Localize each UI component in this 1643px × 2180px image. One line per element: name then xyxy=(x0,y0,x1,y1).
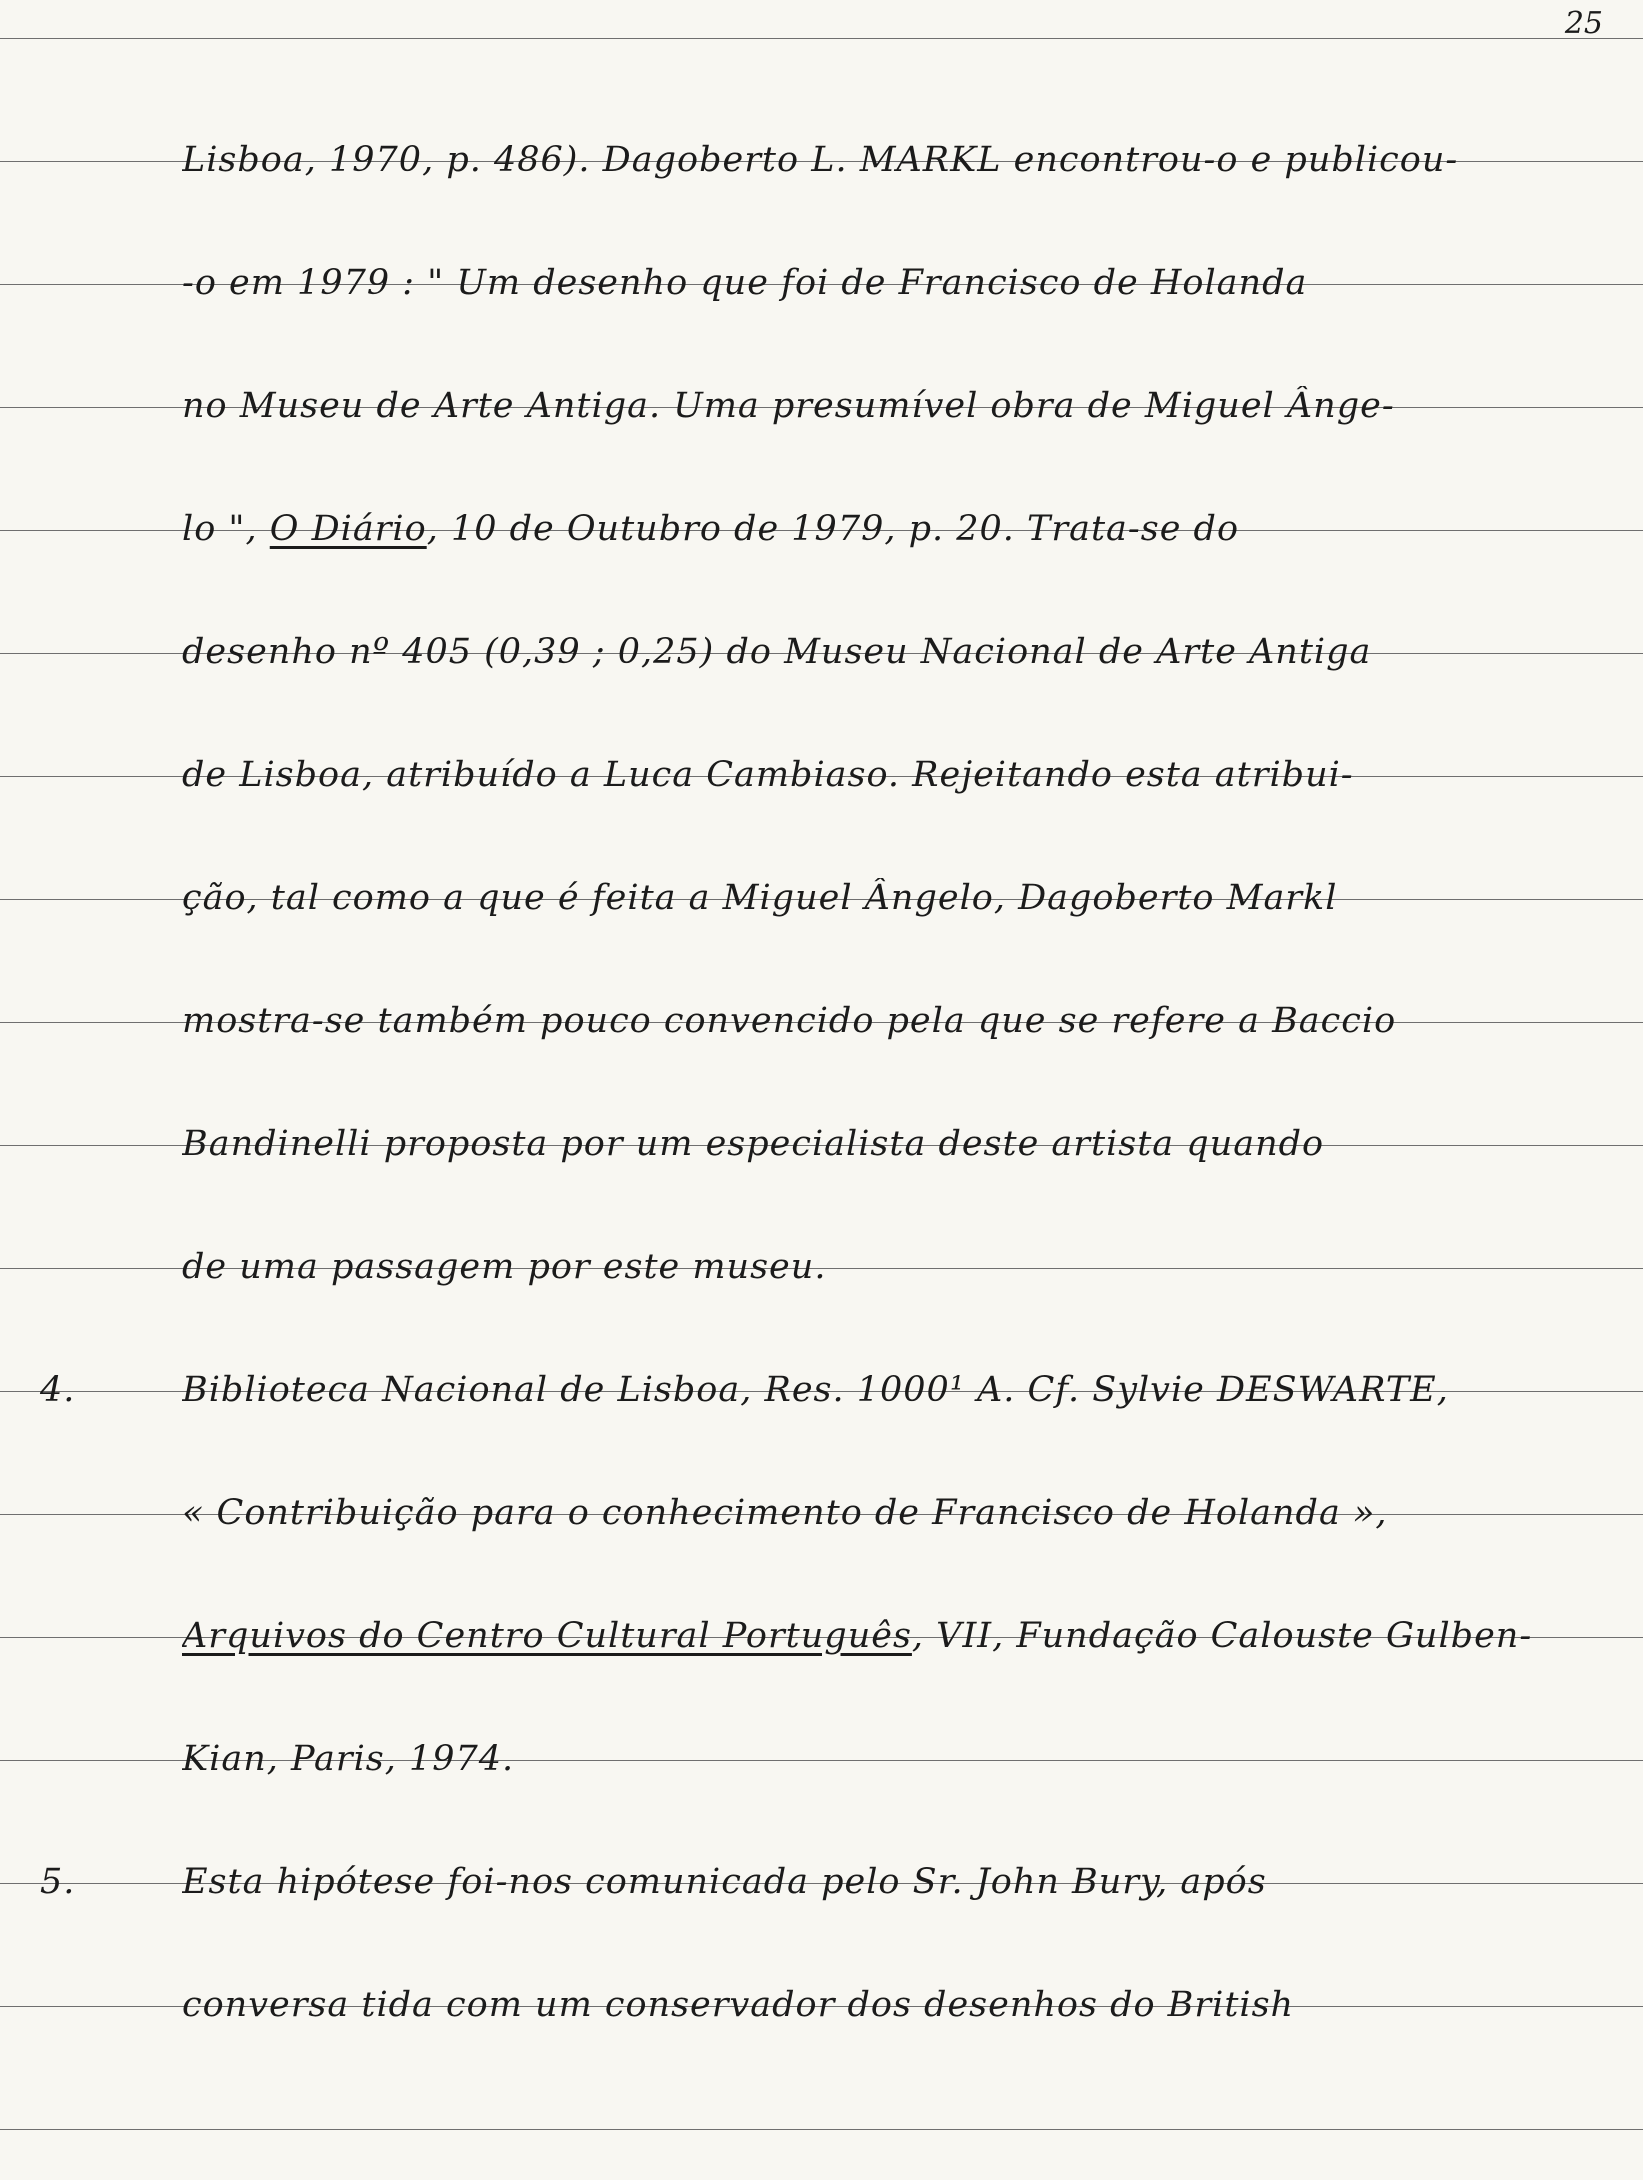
line-segment: Esta hipótese foi-nos comunicada pelo Sr. John Bury, após xyxy=(182,1862,1267,1902)
line-segment: de Lisboa, atribuído a Luca Cambiaso. Rejeitando esta atribui- xyxy=(182,755,1354,795)
line-segment: Kian, Paris, 1974. xyxy=(182,1739,515,1779)
line-segment: Biblioteca Nacional de Lisboa, Res. 1000¹ A. Cf. Sylvie DESWARTE, xyxy=(182,1370,1449,1410)
text-line xyxy=(0,1842,1643,1902)
line-segment: de uma passagem por este museu. xyxy=(182,1247,827,1287)
line-text xyxy=(182,1862,1623,1902)
underlined-title: Arquivos do Centro Cultural Português xyxy=(182,1616,912,1656)
line-text xyxy=(182,1739,1623,1779)
line-text xyxy=(182,632,1623,672)
line-segment: mostra-se também pouco convencido pela que se refere a Baccio xyxy=(182,1001,1397,1041)
text-line xyxy=(0,1350,1643,1410)
text-line xyxy=(0,1719,1643,1779)
text-line xyxy=(0,735,1643,795)
text-line xyxy=(0,981,1643,1041)
line-segment: lo ", xyxy=(182,509,270,549)
line-segment: conversa tida com um conservador dos desenhos do British xyxy=(182,1985,1295,2025)
text-line xyxy=(0,858,1643,918)
line-text xyxy=(182,1247,1623,1287)
line-text xyxy=(182,140,1623,180)
line-text xyxy=(182,386,1623,426)
line-text xyxy=(182,1985,1623,2025)
text-line xyxy=(0,1965,1643,2025)
text-line xyxy=(0,489,1643,549)
line-text xyxy=(182,878,1623,918)
text-line xyxy=(0,120,1643,180)
line-segment: , 10 de Outubro de 1979, p. 20. Trata-se do xyxy=(426,509,1240,549)
line-segment: , VII, Fundação Calouste Gulben- xyxy=(911,1616,1533,1656)
line-segment: Bandinelli proposta por um especialista deste artista quando xyxy=(182,1124,1325,1164)
line-text xyxy=(182,1124,1623,1164)
page-number: 25 xyxy=(1564,6,1603,41)
line-text xyxy=(182,1370,1623,1410)
line-text xyxy=(182,755,1623,795)
line-segment: « Contribuição para o conhecimento de Francisco de Holanda », xyxy=(182,1493,1388,1533)
line-segment: no Museu de Arte Antiga. Uma presumível obra de Miguel Ânge- xyxy=(182,386,1395,426)
text-line xyxy=(0,612,1643,672)
text-line xyxy=(0,243,1643,303)
underlined-title: O Diário xyxy=(269,509,427,549)
line-text xyxy=(182,1001,1623,1041)
line-text xyxy=(182,1616,1623,1656)
text-line xyxy=(0,1104,1643,1164)
line-segment: -o em 1979 : " Um desenho que foi de Francisco de Holanda xyxy=(182,263,1308,303)
line-text xyxy=(182,1493,1623,1533)
note-number: 5. xyxy=(40,1862,76,1902)
line-segment: ção, tal como a que é feita a Miguel Ângelo, Dagoberto Markl xyxy=(182,878,1338,918)
text-line xyxy=(0,1227,1643,1287)
text-line xyxy=(0,366,1643,426)
line-text xyxy=(182,509,1623,549)
text-line xyxy=(0,1473,1643,1533)
text-line xyxy=(0,1596,1643,1656)
note-number: 4. xyxy=(40,1370,76,1410)
line-segment: Lisboa, 1970, p. 486). Dagoberto L. MARKL encontrou-o e publicou- xyxy=(182,140,1459,180)
line-text xyxy=(182,263,1623,303)
line-segment: desenho nº 405 (0,39 ; 0,25) do Museu Nacional de Arte Antiga xyxy=(182,632,1372,672)
